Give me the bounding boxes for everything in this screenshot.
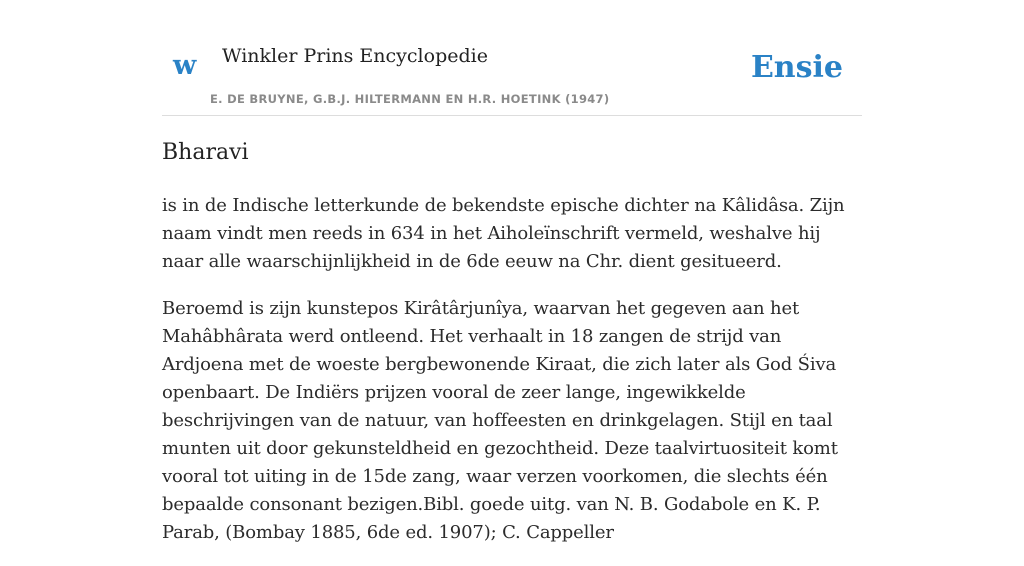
winkler-prins-logo-icon[interactable]: w bbox=[173, 50, 197, 81]
article-body bbox=[162, 192, 862, 566]
article-paragraph: is in de Indische letterkunde de bekendste epische dichter na Kâlidâsa. Zijn naam vindt men reeds in 634 in het Aiholeïnschrift vermeld, weshalve hij naar alle waarschijnlijkheid in de 6de eeuw na Chr. dient gesitueerd. bbox=[162, 195, 845, 272]
site-header bbox=[162, 0, 862, 116]
article-paragraph: Beroemd is zijn kunstepos Kirâtârjunîya, waarvan het gegeven aan het Mahâbhârata werd ontleend. Het verhaalt in 18 zangen de strijd van Ardjoena met de woeste bergbewonende Kiraat, die zich later als God Śiva openbaart. De Indiërs prijzen vooral de zeer lange, ingewikkelde beschrijvingen van de natuur, van hoffeesten en drinkgelagen. Stijl en taal munten uit door gekunsteldheid en gezochtheid. Deze taalvirtuositeit komt vooral tot uiting in de 15de zang, waar verzen voorkomen, die slechts één bepaalde consonant bezigen.Bibl. goede uitg. van N. B. Godabole en K. P. Parab, (Bombay 1885, 6de ed. 1907); C. Cappeller bbox=[162, 298, 838, 543]
article-title: Bharavi bbox=[162, 140, 249, 165]
authors-line: E. DE BRUYNE, G.B.J. HILTERMANN EN H.R. HOETINK (1947) bbox=[210, 92, 610, 106]
page bbox=[162, 0, 862, 543]
ensie-logo[interactable]: Ensie bbox=[750, 50, 843, 85]
site-title[interactable]: Winkler Prins Encyclopedie bbox=[222, 45, 488, 67]
